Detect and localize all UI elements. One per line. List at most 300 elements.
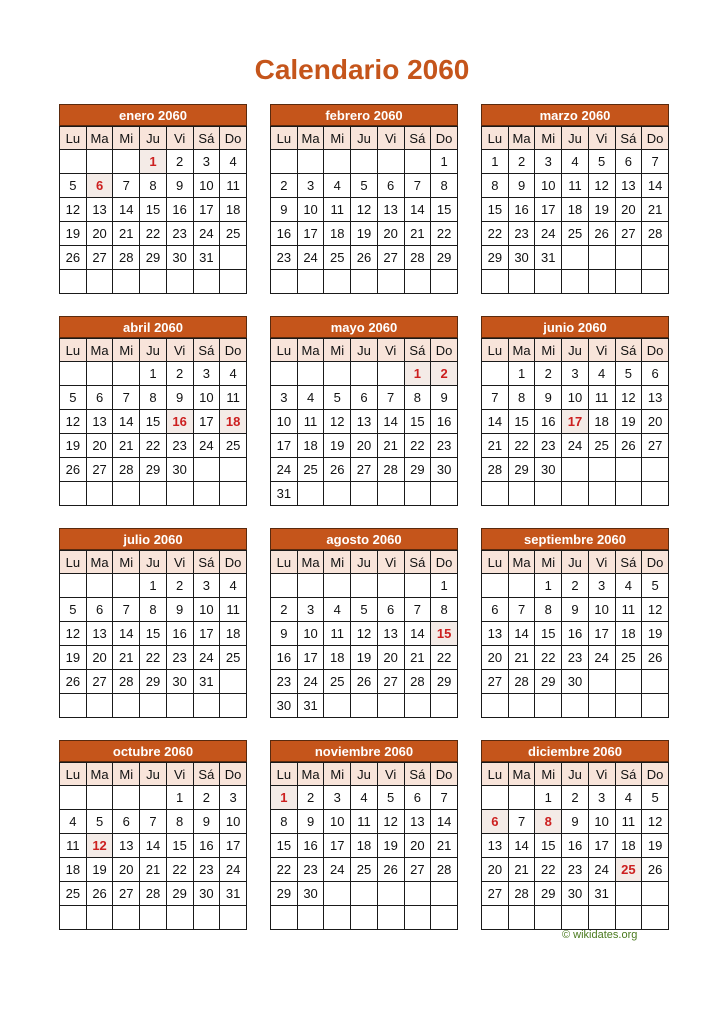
empty-day-cell (113, 574, 140, 598)
day-cell: 21 (140, 858, 167, 882)
empty-day-cell (60, 786, 87, 810)
holiday-day-cell: 17 (562, 410, 589, 434)
day-cell: 20 (86, 646, 113, 670)
day-cell: 21 (404, 222, 431, 246)
day-cell: 24 (220, 858, 247, 882)
weekday-header: Sá (615, 339, 642, 362)
day-cell: 8 (140, 598, 167, 622)
empty-day-cell (642, 670, 669, 694)
weekday-header: Mi (535, 127, 562, 150)
weekday-header: Mi (324, 763, 351, 786)
day-cell: 25 (324, 670, 351, 694)
day-cell: 5 (642, 786, 669, 810)
empty-day-cell (642, 694, 669, 718)
empty-day-cell (166, 482, 193, 506)
day-cell: 6 (377, 174, 404, 198)
day-cell: 12 (324, 410, 351, 434)
empty-day-cell (60, 906, 87, 930)
empty-day-cell (482, 574, 509, 598)
weekday-header: Vi (588, 551, 615, 574)
day-cell: 31 (588, 882, 615, 906)
day-cell: 20 (404, 834, 431, 858)
day-cell: 26 (642, 858, 669, 882)
month-title: junio 2060 (481, 316, 669, 338)
day-cell: 15 (535, 622, 562, 646)
day-cell: 4 (588, 362, 615, 386)
day-cell: 21 (113, 434, 140, 458)
day-cell: 13 (86, 198, 113, 222)
empty-day-cell (351, 150, 378, 174)
day-cell: 3 (193, 362, 220, 386)
empty-day-cell (642, 882, 669, 906)
weekday-header: Mi (113, 551, 140, 574)
day-cell: 30 (193, 882, 220, 906)
day-cell: 11 (588, 386, 615, 410)
weekday-header: Lu (271, 127, 298, 150)
day-cell: 2 (193, 786, 220, 810)
weekday-header: Ma (297, 127, 324, 150)
day-cell: 12 (588, 174, 615, 198)
day-cell: 20 (113, 858, 140, 882)
day-cell: 6 (377, 598, 404, 622)
day-cell: 30 (431, 458, 458, 482)
day-cell: 27 (377, 246, 404, 270)
day-cell: 28 (508, 670, 535, 694)
empty-day-cell (508, 786, 535, 810)
empty-day-cell (642, 906, 669, 930)
day-cell: 12 (351, 198, 378, 222)
empty-day-cell (377, 150, 404, 174)
day-cell: 22 (482, 222, 509, 246)
day-cell: 27 (113, 882, 140, 906)
empty-day-cell (588, 246, 615, 270)
empty-day-cell (220, 906, 247, 930)
day-cell: 14 (113, 622, 140, 646)
day-cell: 31 (193, 246, 220, 270)
empty-day-cell (404, 270, 431, 294)
month-table (481, 762, 669, 930)
day-cell: 28 (377, 458, 404, 482)
day-cell: 10 (324, 810, 351, 834)
day-cell: 14 (113, 410, 140, 434)
weekday-header: Lu (482, 551, 509, 574)
month-title: diciembre 2060 (481, 740, 669, 762)
weekday-header: Mi (113, 339, 140, 362)
day-cell: 19 (86, 858, 113, 882)
day-cell: 3 (535, 150, 562, 174)
day-cell: 15 (271, 834, 298, 858)
day-cell: 31 (220, 882, 247, 906)
weekday-header: Mi (535, 763, 562, 786)
day-cell: 17 (220, 834, 247, 858)
day-cell: 29 (140, 458, 167, 482)
day-cell: 26 (642, 646, 669, 670)
day-cell: 16 (166, 198, 193, 222)
empty-day-cell (615, 482, 642, 506)
day-cell: 27 (86, 670, 113, 694)
day-cell: 20 (642, 410, 669, 434)
day-cell: 26 (60, 670, 87, 694)
day-cell: 10 (193, 386, 220, 410)
day-cell: 29 (431, 246, 458, 270)
page-title: Calendario 2060 (254, 54, 470, 85)
month-calendar (481, 740, 669, 930)
day-cell: 26 (351, 246, 378, 270)
day-cell: 26 (86, 882, 113, 906)
day-cell: 25 (588, 434, 615, 458)
day-cell: 5 (86, 810, 113, 834)
day-cell: 19 (351, 222, 378, 246)
empty-day-cell (562, 246, 589, 270)
weekday-header: Do (431, 763, 458, 786)
day-cell: 23 (166, 222, 193, 246)
day-cell: 23 (271, 246, 298, 270)
day-cell: 7 (404, 174, 431, 198)
day-cell: 23 (297, 858, 324, 882)
day-cell: 17 (193, 410, 220, 434)
empty-day-cell (588, 906, 615, 930)
day-cell: 17 (193, 198, 220, 222)
empty-day-cell (351, 270, 378, 294)
day-cell: 19 (588, 198, 615, 222)
day-cell: 23 (508, 222, 535, 246)
day-cell: 13 (482, 834, 509, 858)
day-cell: 18 (615, 622, 642, 646)
day-cell: 21 (113, 646, 140, 670)
empty-day-cell (140, 906, 167, 930)
day-cell: 4 (324, 598, 351, 622)
day-cell: 31 (297, 694, 324, 718)
day-cell: 18 (324, 646, 351, 670)
empty-day-cell (404, 574, 431, 598)
weekday-header: Do (642, 551, 669, 574)
weekday-header: Ju (562, 763, 589, 786)
holiday-day-cell: 1 (271, 786, 298, 810)
day-cell: 7 (404, 598, 431, 622)
weekday-header: Sá (193, 763, 220, 786)
day-cell: 29 (166, 882, 193, 906)
day-cell: 5 (351, 598, 378, 622)
empty-day-cell (615, 694, 642, 718)
weekday-header: Ma (86, 551, 113, 574)
empty-day-cell (297, 906, 324, 930)
day-cell: 17 (193, 622, 220, 646)
empty-day-cell (140, 694, 167, 718)
day-cell: 7 (113, 386, 140, 410)
day-cell: 24 (562, 434, 589, 458)
month-table (270, 338, 458, 506)
weekday-header: Vi (166, 763, 193, 786)
weekday-header: Do (220, 339, 247, 362)
day-cell: 19 (615, 410, 642, 434)
empty-day-cell (377, 882, 404, 906)
empty-day-cell (324, 270, 351, 294)
empty-day-cell (113, 906, 140, 930)
empty-day-cell (377, 270, 404, 294)
empty-day-cell (431, 906, 458, 930)
month-calendar (270, 316, 458, 506)
day-cell: 19 (642, 622, 669, 646)
day-cell: 4 (615, 786, 642, 810)
empty-day-cell (377, 362, 404, 386)
empty-day-cell (562, 694, 589, 718)
day-cell: 26 (351, 670, 378, 694)
month-table (270, 550, 458, 718)
month-table (59, 338, 247, 506)
weekday-header: Sá (404, 551, 431, 574)
day-cell: 1 (166, 786, 193, 810)
empty-day-cell (324, 362, 351, 386)
day-cell: 1 (508, 362, 535, 386)
day-cell: 9 (271, 622, 298, 646)
empty-day-cell (431, 270, 458, 294)
day-cell: 27 (86, 458, 113, 482)
day-cell: 2 (562, 786, 589, 810)
month-calendar (270, 528, 458, 718)
day-cell: 30 (166, 246, 193, 270)
empty-day-cell (351, 574, 378, 598)
empty-day-cell (377, 906, 404, 930)
day-cell: 27 (351, 458, 378, 482)
empty-day-cell (482, 482, 509, 506)
day-cell: 2 (297, 786, 324, 810)
month-table (270, 762, 458, 930)
month-title: mayo 2060 (270, 316, 458, 338)
day-cell: 16 (562, 622, 589, 646)
day-cell: 4 (324, 174, 351, 198)
day-cell: 14 (482, 410, 509, 434)
month-calendar (59, 316, 247, 506)
day-cell: 11 (324, 198, 351, 222)
day-cell: 23 (562, 646, 589, 670)
day-cell: 24 (588, 858, 615, 882)
empty-day-cell (166, 694, 193, 718)
weekday-header: Ma (297, 551, 324, 574)
empty-day-cell (615, 670, 642, 694)
month-table (59, 126, 247, 294)
day-cell: 8 (271, 810, 298, 834)
weekday-header: Ma (86, 339, 113, 362)
day-cell: 20 (86, 434, 113, 458)
day-cell: 5 (642, 574, 669, 598)
empty-day-cell (86, 362, 113, 386)
day-cell: 25 (351, 858, 378, 882)
day-cell: 22 (166, 858, 193, 882)
empty-day-cell (482, 786, 509, 810)
holiday-day-cell: 16 (166, 410, 193, 434)
day-cell: 26 (60, 246, 87, 270)
empty-day-cell (60, 694, 87, 718)
weekday-header: Ju (351, 551, 378, 574)
day-cell: 14 (508, 834, 535, 858)
empty-day-cell (562, 482, 589, 506)
day-cell: 15 (166, 834, 193, 858)
day-cell: 15 (140, 622, 167, 646)
month-title: noviembre 2060 (270, 740, 458, 762)
day-cell: 2 (166, 362, 193, 386)
day-cell: 13 (404, 810, 431, 834)
empty-day-cell (588, 694, 615, 718)
empty-day-cell (60, 270, 87, 294)
day-cell: 10 (271, 410, 298, 434)
day-cell: 5 (351, 174, 378, 198)
empty-day-cell (113, 786, 140, 810)
weekday-header: Vi (588, 127, 615, 150)
empty-day-cell (508, 270, 535, 294)
empty-day-cell (642, 458, 669, 482)
day-cell: 10 (588, 598, 615, 622)
empty-day-cell (297, 574, 324, 598)
day-cell: 19 (324, 434, 351, 458)
day-cell: 17 (271, 434, 298, 458)
empty-day-cell (220, 482, 247, 506)
weekday-header: Do (431, 551, 458, 574)
weekday-header: Sá (615, 551, 642, 574)
day-cell: 20 (351, 434, 378, 458)
day-cell: 25 (220, 434, 247, 458)
day-cell: 27 (642, 434, 669, 458)
weekday-header: Lu (482, 763, 509, 786)
day-cell: 18 (60, 858, 87, 882)
day-cell: 7 (482, 386, 509, 410)
day-cell: 14 (140, 834, 167, 858)
empty-day-cell (377, 482, 404, 506)
day-cell: 30 (535, 458, 562, 482)
month-calendar (481, 528, 669, 718)
day-cell: 29 (271, 882, 298, 906)
empty-day-cell (113, 270, 140, 294)
empty-day-cell (140, 270, 167, 294)
day-cell: 23 (166, 434, 193, 458)
empty-day-cell (324, 906, 351, 930)
day-cell: 28 (113, 458, 140, 482)
weekday-header: Ju (562, 551, 589, 574)
empty-day-cell (86, 694, 113, 718)
empty-day-cell (297, 482, 324, 506)
empty-day-cell (508, 906, 535, 930)
weekday-header: Mi (535, 551, 562, 574)
weekday-header: Lu (482, 127, 509, 150)
day-cell: 3 (588, 574, 615, 598)
weekday-header: Lu (271, 339, 298, 362)
month-table (481, 126, 669, 294)
day-cell: 13 (351, 410, 378, 434)
day-cell: 24 (297, 670, 324, 694)
month-title: septiembre 2060 (481, 528, 669, 550)
empty-day-cell (271, 150, 298, 174)
day-cell: 16 (271, 646, 298, 670)
day-cell: 19 (60, 646, 87, 670)
day-cell: 19 (377, 834, 404, 858)
day-cell: 8 (482, 174, 509, 198)
day-cell: 4 (351, 786, 378, 810)
day-cell: 13 (377, 198, 404, 222)
empty-day-cell (60, 362, 87, 386)
weekday-header: Sá (615, 763, 642, 786)
day-cell: 16 (508, 198, 535, 222)
empty-day-cell (60, 482, 87, 506)
day-cell: 31 (193, 670, 220, 694)
day-cell: 15 (140, 410, 167, 434)
day-cell: 9 (193, 810, 220, 834)
day-cell: 2 (562, 574, 589, 598)
weekday-header: Ju (140, 551, 167, 574)
holiday-day-cell: 18 (220, 410, 247, 434)
weekday-header: Do (220, 551, 247, 574)
weekday-header: Vi (588, 339, 615, 362)
day-cell: 10 (535, 174, 562, 198)
day-cell: 26 (615, 434, 642, 458)
day-cell: 12 (351, 622, 378, 646)
day-cell: 26 (377, 858, 404, 882)
month-title: enero 2060 (59, 104, 247, 126)
empty-day-cell (297, 362, 324, 386)
empty-day-cell (642, 482, 669, 506)
empty-day-cell (562, 458, 589, 482)
day-cell: 26 (324, 458, 351, 482)
empty-day-cell (193, 482, 220, 506)
day-cell: 6 (86, 386, 113, 410)
day-cell: 1 (535, 786, 562, 810)
empty-day-cell (220, 246, 247, 270)
empty-day-cell (297, 150, 324, 174)
day-cell: 2 (271, 174, 298, 198)
empty-day-cell (482, 694, 509, 718)
holiday-day-cell: 2 (431, 362, 458, 386)
day-cell: 9 (535, 386, 562, 410)
day-cell: 3 (193, 150, 220, 174)
empty-day-cell (535, 482, 562, 506)
day-cell: 4 (220, 362, 247, 386)
empty-day-cell (351, 362, 378, 386)
day-cell: 9 (166, 386, 193, 410)
day-cell: 3 (562, 362, 589, 386)
day-cell: 30 (297, 882, 324, 906)
day-cell: 16 (562, 834, 589, 858)
month-calendar (481, 316, 669, 506)
day-cell: 19 (351, 646, 378, 670)
day-cell: 12 (615, 386, 642, 410)
day-cell: 1 (140, 362, 167, 386)
day-cell: 11 (324, 622, 351, 646)
day-cell: 13 (482, 622, 509, 646)
day-cell: 3 (324, 786, 351, 810)
day-cell: 19 (60, 222, 87, 246)
month-calendar (59, 104, 247, 294)
day-cell: 30 (562, 882, 589, 906)
weekday-header: Mi (535, 339, 562, 362)
day-cell: 27 (482, 882, 509, 906)
weekday-header: Do (642, 763, 669, 786)
day-cell: 6 (351, 386, 378, 410)
weekday-header: Lu (60, 551, 87, 574)
day-cell: 4 (220, 574, 247, 598)
empty-day-cell (508, 694, 535, 718)
day-cell: 5 (588, 150, 615, 174)
day-cell: 11 (615, 598, 642, 622)
empty-day-cell (404, 882, 431, 906)
empty-day-cell (377, 574, 404, 598)
day-cell: 1 (140, 574, 167, 598)
empty-day-cell (220, 458, 247, 482)
day-cell: 7 (113, 174, 140, 198)
day-cell: 28 (508, 882, 535, 906)
empty-day-cell (351, 482, 378, 506)
holiday-day-cell: 8 (535, 810, 562, 834)
day-cell: 9 (562, 598, 589, 622)
day-cell: 29 (140, 246, 167, 270)
day-cell: 17 (588, 622, 615, 646)
